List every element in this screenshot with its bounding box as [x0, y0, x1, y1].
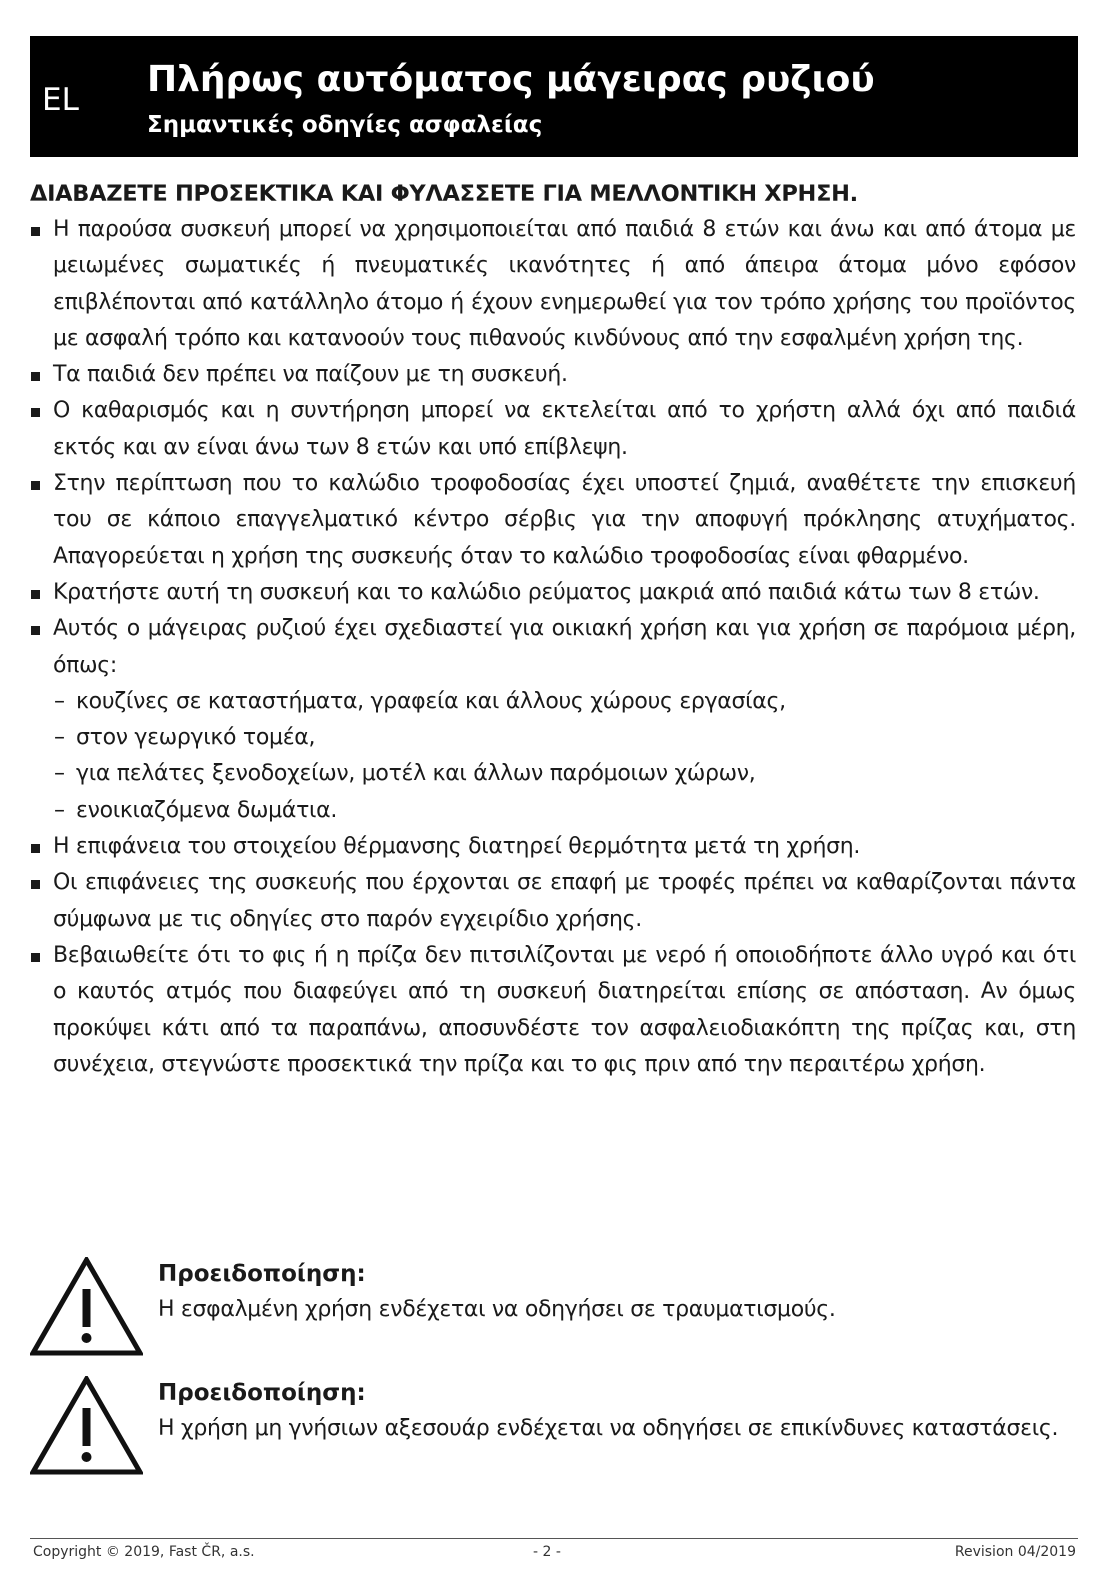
bullet-icon [31, 880, 40, 889]
warning-title: Προειδοποίηση: [158, 1380, 366, 1406]
list-item [30, 393, 1076, 466]
list-item [30, 611, 1076, 684]
warning-block [30, 1376, 1076, 1476]
list-item-text: Τα παιδιά δεν πρέπει να παίζουν με τη συσκευή. [53, 362, 568, 388]
bullet-icon [31, 626, 40, 635]
dash-icon: – [54, 761, 65, 787]
list-item-text: Ο καθαρισμός και η συντήρηση μπορεί να εκτελείται από το χρήστη αλλά όχι από παιδιά εκτός και αν είναι άνω των 8 ετών και υπό επίβλεψη. [53, 398, 1076, 460]
list-item-text: Η παρούσα συσκευή μπορεί να χρησιμοποιείται από παιδιά 8 ετών και άνω και από άτομα με μειωμένες σωματικές ή πνευματικές ικανότητες ή από άπειρα άτομα μόνο εφόσον επιβλέπονται από κατάλληλο άτομο ή έχουν ενημερωθεί για τον τρόπο χρήσης του προϊόντος με ασφαλή τρόπο και κατανοούν τους πιθανούς κινδύνους από την εσφαλμένη χρήση της. [53, 217, 1076, 351]
intro-heading: ΔΙΑΒΑΖΕΤΕ ΠΡΟΣΕΚΤΙΚΑ ΚΑΙ ΦΥΛΑΣΣΕΤΕ ΓΙΑ ΜΕΛΛΟΝΤΙΚΗ ΧΡΗΣΗ. [30, 181, 858, 207]
list-item [30, 212, 1076, 357]
bullet-icon [31, 408, 40, 417]
safety-content [30, 176, 1076, 1083]
footer-revision: Revision 04/2019 [954, 1544, 1076, 1560]
sublist-item-text: για πελάτες ξενοδοχείων, μοτέλ και άλλων παρόμοιων χώρων, [76, 761, 756, 787]
warning-triangle-icon [30, 1376, 143, 1476]
bullet-icon [31, 372, 40, 381]
list-item [30, 829, 1076, 865]
safety-list [30, 212, 1076, 684]
warning-text: Η χρήση μη γνήσιων αξεσουάρ ενδέχεται να οδηγήσει σε επικίνδυνες καταστάσεις. [158, 1416, 1059, 1441]
list-item [30, 938, 1076, 1083]
page-subtitle: Σημαντικές οδηγίες ασφαλείας [147, 112, 543, 138]
warning-title: Προειδοποίηση: [158, 1261, 366, 1287]
sublist-item-text: κουζίνες σε καταστήματα, γραφεία και άλλους χώρους εργασίας, [76, 688, 786, 714]
safety-list-continued [30, 829, 1076, 1083]
list-item-text: Οι επιφάνειες της συσκευής που έρχονται σε επαφή με τροφές πρέπει να καθαρίζονται πάντα σύμφωνα με τις οδηγίες στο παρόν εγχειρίδιο χρήσης. [53, 870, 1076, 932]
usage-places-list [30, 684, 1076, 829]
list-item [30, 357, 1076, 393]
bullet-icon [31, 590, 40, 599]
language-code: EL [42, 82, 79, 118]
list-item [30, 575, 1076, 611]
warning-block [30, 1257, 1076, 1357]
list-item-text: Η επιφάνεια του στοιχείου θέρμανσης διατηρεί θερμότητα μετά τη χρήση. [53, 834, 861, 860]
footer-copyright: Copyright © 2019, Fast ČR, a.s. [33, 1544, 255, 1560]
bullet-icon [31, 844, 40, 853]
bullet-icon [31, 953, 40, 962]
list-item [30, 865, 1076, 938]
list-item-text: Κρατήστε αυτή τη συσκευή και το καλώδιο ρεύματος μακριά από παιδιά κάτω των 8 ετών. [53, 579, 1040, 605]
sublist-item [30, 720, 1076, 756]
dash-icon: – [54, 688, 65, 714]
sublist-item-text: ενοικιαζόμενα δωμάτια. [76, 797, 338, 823]
sublist-item [30, 793, 1076, 829]
list-item-text: Στην περίπτωση που το καλώδιο τροφοδοσίας έχει υποστεί ζημιά, αναθέτετε την επισκευή του σε κάποιο επαγγελματικό κέντρο σέρβις για την αποφυγή πρόκλησης ατυχήματος. Απαγορεύεται η χρήση της συσκευής όταν το καλώδιο τροφοδοσίας είναι φθαρμένο. [53, 471, 1076, 569]
footer-page-number: - 2 - [533, 1544, 561, 1560]
bullet-icon [31, 481, 40, 490]
list-item-text: Αυτός ο μάγειρας ρυζιού έχει σχεδιαστεί για οικιακή χρήση και για χρήση σε παρόμοια μέρη, όπως: [53, 616, 1076, 678]
bullet-icon [31, 227, 40, 236]
sublist-item [30, 684, 1076, 720]
list-item [30, 466, 1076, 575]
header-banner [30, 36, 1078, 157]
sublist-item-text: στον γεωργικό τομέα, [76, 725, 316, 751]
list-item-text: Βεβαιωθείτε ότι το φις ή η πρίζα δεν πιτσιλίζονται με νερό ή οποιοδήποτε άλλο υγρό και ότι ο καυτός ατμός που διαφεύγει από τη συσκευή διατηρείται επίσης σε απόσταση. Αν όμως προκύψει κάτι από τα παραπάνω, αποσυνδέστε τον ασφαλειοδιακόπτη της πρίζας και, στη συνέχεια, στεγνώστε προσεκτικά την πρίζα και το φις πριν από την περαιτέρω χρήση. [53, 942, 1076, 1077]
warning-triangle-icon [30, 1257, 143, 1357]
dash-icon: – [54, 797, 65, 823]
warning-text: Η εσφαλμένη χρήση ενδέχεται να οδηγήσει σε τραυματισμούς. [158, 1297, 836, 1322]
page-title: Πλήρως αυτόματος μάγειρας ρυζιού [147, 59, 875, 100]
dash-icon: – [54, 725, 65, 751]
sublist-item [30, 756, 1076, 792]
footer-divider [30, 1538, 1078, 1539]
